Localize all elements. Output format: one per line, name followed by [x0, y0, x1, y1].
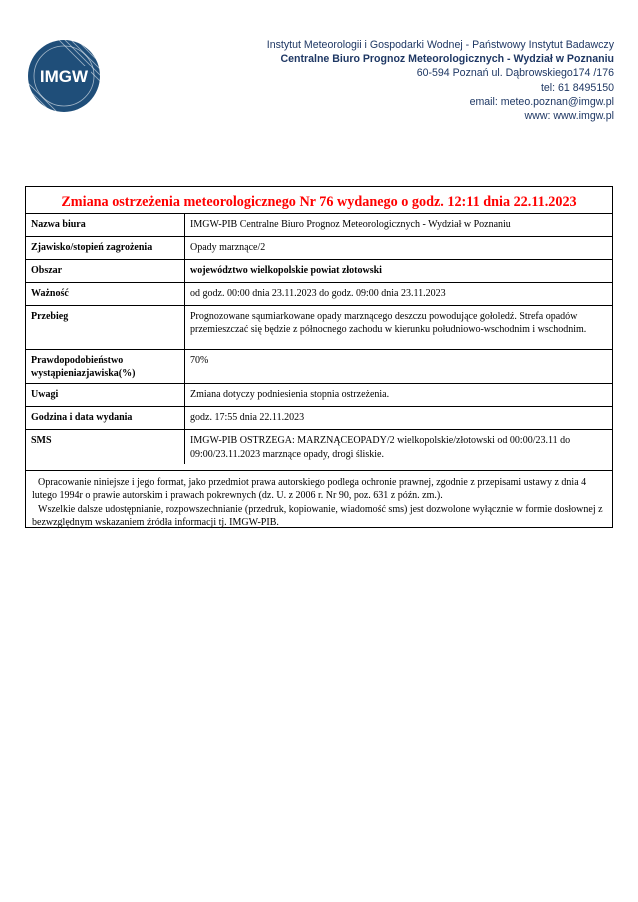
row-label: Obszar — [26, 260, 185, 283]
table-row — [26, 283, 612, 306]
website-link[interactable]: www: www.imgw.pl — [524, 110, 614, 123]
row-label: Godzina i data wydania — [26, 407, 185, 430]
row-label: Zjawisko/stopień zagrożenia — [26, 237, 185, 260]
table-row — [26, 306, 612, 350]
row-value: województwo wielkopolskie powiat złotowski — [185, 260, 613, 283]
warning-document — [25, 186, 613, 528]
copyright-paragraph: Opracowanie niniejsze i jego format, jako przedmiot prawa autorskiego podlega ochronie prawnej, zgodnie z przepisami ustawy z dnia 4 lutego 1994r o prawie autorskim i prawach pokrewnych (dz. U. z 2006 r. Nr 90, poz. 631 z późn. zm.). — [32, 477, 587, 502]
warning-table — [26, 213, 612, 464]
row-label: SMS — [26, 430, 185, 464]
institute-name: Instytut Meteorologii i Gospodarki Wodnej - Państwowy Instytut Badawczy — [266, 39, 614, 51]
row-value: Zmiana dotyczy podniesienia stopnia ostrzeżenia. — [185, 384, 613, 407]
email-link[interactable]: email: meteo.poznan@imgw.pl — [469, 95, 614, 108]
institute-header — [267, 38, 614, 123]
distribution-paragraph: Wszelkie dalsze udostępnianie, rozpowszechnianie (przedruk, kopiowanie, wiadomość sms) jest dozwolone wyłącznie w formie dosłownej z bezwzględnym wskazaniem źródła informacji tj. IMGW-PIB. — [32, 503, 603, 528]
row-value: IMGW-PIB Centralne Biuro Prognoz Meteorologicznych - Wydział w Poznaniu — [185, 214, 613, 237]
row-label: Przebieg — [26, 306, 185, 350]
row-value: od godz. 00:00 dnia 23.11.2023 do godz. 09:00 dnia 23.11.2023 — [185, 283, 613, 306]
row-label: Ważność — [26, 283, 185, 306]
row-value: IMGW-PIB OSTRZEGA: MARZNĄCEOPADY/2 wielkopolskie/złotowski od 00:00/23.11 do 09:00/23.11.2023 marznące opady, drogi śliskie. — [185, 430, 613, 464]
address: 60-594 Poznań ul. Dąbrowskiego174 /176 — [416, 67, 614, 80]
row-value: 70% — [185, 350, 613, 384]
imgw-logo — [27, 38, 101, 114]
phone: tel: 61 8495150 — [540, 81, 614, 94]
copyright-notice — [26, 470, 612, 529]
table-row — [26, 407, 612, 430]
row-label: Nazwa biura — [26, 214, 185, 237]
table-row — [26, 237, 612, 260]
imgw-logo-icon — [27, 38, 101, 114]
row-value: godz. 17:55 dnia 22.11.2023 — [185, 407, 613, 430]
office-name: Centralne Biuro Prognoz Meteorologicznych - Wydział w Poznaniu — [280, 53, 614, 66]
logo-text: IMGW — [39, 67, 89, 86]
table-row — [26, 214, 612, 237]
table-row — [26, 260, 612, 283]
table-row — [26, 350, 612, 384]
row-value: Opady marznące/2 — [185, 237, 613, 260]
row-label: Uwagi — [26, 384, 185, 407]
row-value: Prognozowane sąumiarkowane opady marznącego deszczu powodujące gołoledź. Strefa opadów przemieszczać się będzie z północnego zachodu w kierunku południowo-wschodnim i wschodnim. — [185, 306, 613, 350]
table-row — [26, 430, 612, 464]
row-label: Prawdopodobieństwo wystąpieniazjawiska(%) — [26, 350, 185, 384]
table-row — [26, 384, 612, 407]
warning-title: Zmiana ostrzeżenia meteorologicznego Nr 76 wydanego o godz. 12:11 dnia 22.11.2023 — [61, 194, 577, 210]
